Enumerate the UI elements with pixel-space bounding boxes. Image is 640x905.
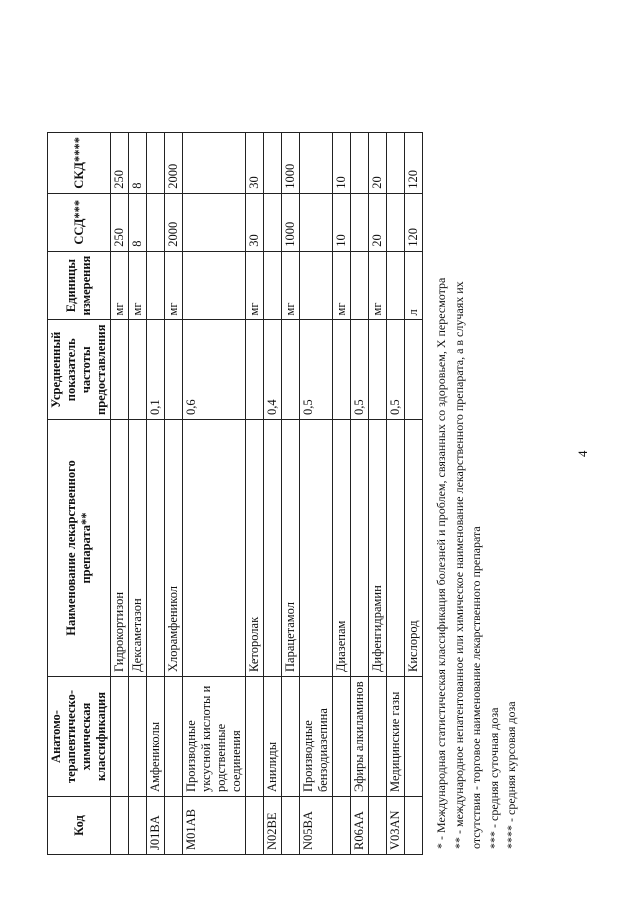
cell-drug: Кеторолак bbox=[246, 420, 264, 677]
cell-ssd: 2000 bbox=[165, 193, 183, 251]
cell-freq: 0,4 bbox=[264, 320, 282, 420]
cell-freq bbox=[405, 320, 423, 420]
header-unit: Единицы измерения bbox=[48, 251, 111, 320]
cell-unit bbox=[351, 251, 369, 320]
footnote: **** - средняя курсовая доза bbox=[504, 701, 519, 849]
table-row bbox=[129, 133, 147, 855]
header-skd: СКД**** bbox=[48, 133, 111, 194]
cell-drug bbox=[264, 420, 282, 677]
cell-code bbox=[282, 797, 300, 855]
table-row bbox=[369, 133, 387, 855]
cell-code bbox=[165, 797, 183, 855]
table-row bbox=[387, 133, 405, 855]
cell-code bbox=[405, 797, 423, 855]
table-row bbox=[333, 133, 351, 855]
cell-skd: 250 bbox=[111, 133, 129, 194]
cell-unit bbox=[300, 251, 333, 320]
table-row bbox=[246, 133, 264, 855]
cell-unit: л bbox=[405, 251, 423, 320]
footnote: *** - средняя суточная доза bbox=[486, 707, 501, 849]
header-atc: Анатомо-терапевтическо-химическая классификация bbox=[48, 677, 111, 797]
footnotes bbox=[433, 278, 521, 849]
cell-code bbox=[369, 797, 387, 855]
cell-code bbox=[129, 797, 147, 855]
cell-drug: Дексаметазон bbox=[129, 420, 147, 677]
cell-atc bbox=[246, 677, 264, 797]
cell-atc: Производные уксусной кислоты и родственные соединения bbox=[183, 677, 246, 797]
cell-unit bbox=[147, 251, 165, 320]
cell-atc: Амфениколы bbox=[147, 677, 165, 797]
cell-code: M01AB bbox=[183, 797, 246, 855]
header-drug: Наименование лекарственного препарата** bbox=[48, 420, 111, 677]
table-row bbox=[405, 133, 423, 855]
cell-ssd: 120 bbox=[405, 193, 423, 251]
cell-unit: мг bbox=[165, 251, 183, 320]
cell-unit bbox=[183, 251, 246, 320]
cell-freq: 0,5 bbox=[300, 320, 333, 420]
header-freq: Усредненный показатель частоты предоставления bbox=[48, 320, 111, 420]
cell-ssd bbox=[351, 193, 369, 251]
table-header-row bbox=[48, 133, 111, 855]
cell-drug: Дифенгидрамин bbox=[369, 420, 387, 677]
cell-freq: 0,6 bbox=[183, 320, 246, 420]
cell-drug bbox=[183, 420, 246, 677]
cell-freq bbox=[282, 320, 300, 420]
cell-atc bbox=[405, 677, 423, 797]
cell-ssd: 8 bbox=[129, 193, 147, 251]
cell-atc bbox=[165, 677, 183, 797]
cell-drug bbox=[147, 420, 165, 677]
cell-skd bbox=[300, 133, 333, 194]
cell-unit: мг bbox=[129, 251, 147, 320]
cell-unit bbox=[387, 251, 405, 320]
cell-freq bbox=[333, 320, 351, 420]
table-row bbox=[165, 133, 183, 855]
cell-atc: Медицинские газы bbox=[387, 677, 405, 797]
cell-skd: 10 bbox=[333, 133, 351, 194]
cell-atc: Производные бензодиазепина bbox=[300, 677, 333, 797]
cell-skd bbox=[264, 133, 282, 194]
cell-unit bbox=[264, 251, 282, 320]
cell-unit: мг bbox=[333, 251, 351, 320]
header-code: Код bbox=[48, 797, 111, 855]
cell-freq bbox=[111, 320, 129, 420]
cell-unit: мг bbox=[282, 251, 300, 320]
cell-freq bbox=[246, 320, 264, 420]
cell-freq: 0,5 bbox=[351, 320, 369, 420]
cell-code: J01BA bbox=[147, 797, 165, 855]
table-row bbox=[264, 133, 282, 855]
cell-skd: 120 bbox=[405, 133, 423, 194]
cell-drug bbox=[387, 420, 405, 677]
table-row bbox=[300, 133, 333, 855]
cell-code: V03AN bbox=[387, 797, 405, 855]
cell-freq bbox=[165, 320, 183, 420]
cell-unit: мг bbox=[246, 251, 264, 320]
cell-ssd: 30 bbox=[246, 193, 264, 251]
cell-skd: 8 bbox=[129, 133, 147, 194]
cell-drug: Хлорамфеникол bbox=[165, 420, 183, 677]
cell-freq: 0,1 bbox=[147, 320, 165, 420]
cell-atc bbox=[111, 677, 129, 797]
cell-ssd: 20 bbox=[369, 193, 387, 251]
table-row bbox=[111, 133, 129, 855]
cell-freq bbox=[129, 320, 147, 420]
cell-code bbox=[246, 797, 264, 855]
page-number: 4 bbox=[575, 450, 590, 457]
drug-table bbox=[47, 132, 423, 855]
cell-atc bbox=[129, 677, 147, 797]
table-body bbox=[111, 133, 423, 855]
cell-drug: Парацетамол bbox=[282, 420, 300, 677]
cell-ssd bbox=[300, 193, 333, 251]
cell-drug bbox=[351, 420, 369, 677]
cell-ssd bbox=[264, 193, 282, 251]
cell-code: N05BA bbox=[300, 797, 333, 855]
cell-skd bbox=[183, 133, 246, 194]
cell-drug: Гидрокортизон bbox=[111, 420, 129, 677]
cell-skd bbox=[387, 133, 405, 194]
cell-skd bbox=[351, 133, 369, 194]
cell-drug: Диазепам bbox=[333, 420, 351, 677]
cell-atc bbox=[333, 677, 351, 797]
cell-code bbox=[333, 797, 351, 855]
cell-freq: 0,5 bbox=[387, 320, 405, 420]
cell-code bbox=[111, 797, 129, 855]
cell-ssd bbox=[147, 193, 165, 251]
footnote: отсутствия - торговое наименование лекарственного препарата bbox=[469, 526, 484, 849]
cell-ssd bbox=[183, 193, 246, 251]
table-row bbox=[351, 133, 369, 855]
header-ssd: ССД*** bbox=[48, 193, 111, 251]
cell-skd bbox=[147, 133, 165, 194]
cell-skd: 30 bbox=[246, 133, 264, 194]
cell-drug: Кислород bbox=[405, 420, 423, 677]
cell-ssd: 10 bbox=[333, 193, 351, 251]
cell-skd: 2000 bbox=[165, 133, 183, 194]
cell-ssd: 250 bbox=[111, 193, 129, 251]
cell-ssd bbox=[387, 193, 405, 251]
cell-code: R06AA bbox=[351, 797, 369, 855]
cell-atc: Эфиры алкиламинов bbox=[351, 677, 369, 797]
table-row bbox=[282, 133, 300, 855]
cell-code: N02BE bbox=[264, 797, 282, 855]
cell-atc bbox=[369, 677, 387, 797]
cell-drug bbox=[300, 420, 333, 677]
cell-skd: 1000 bbox=[282, 133, 300, 194]
cell-atc: Анилиды bbox=[264, 677, 282, 797]
table-row bbox=[147, 133, 165, 855]
cell-unit: мг bbox=[111, 251, 129, 320]
cell-skd: 20 bbox=[369, 133, 387, 194]
footnote: ** - международное непатентованное или химическое наименование лекарственного препарата, а в случаях их bbox=[451, 281, 466, 849]
footnote: * - Международная статистическая классификация болезней и проблем, связанных со здоровьем, X пересмотра bbox=[434, 277, 448, 849]
cell-ssd: 1000 bbox=[282, 193, 300, 251]
cell-freq bbox=[369, 320, 387, 420]
cell-unit: мг bbox=[369, 251, 387, 320]
table-row bbox=[183, 133, 246, 855]
cell-atc bbox=[282, 677, 300, 797]
